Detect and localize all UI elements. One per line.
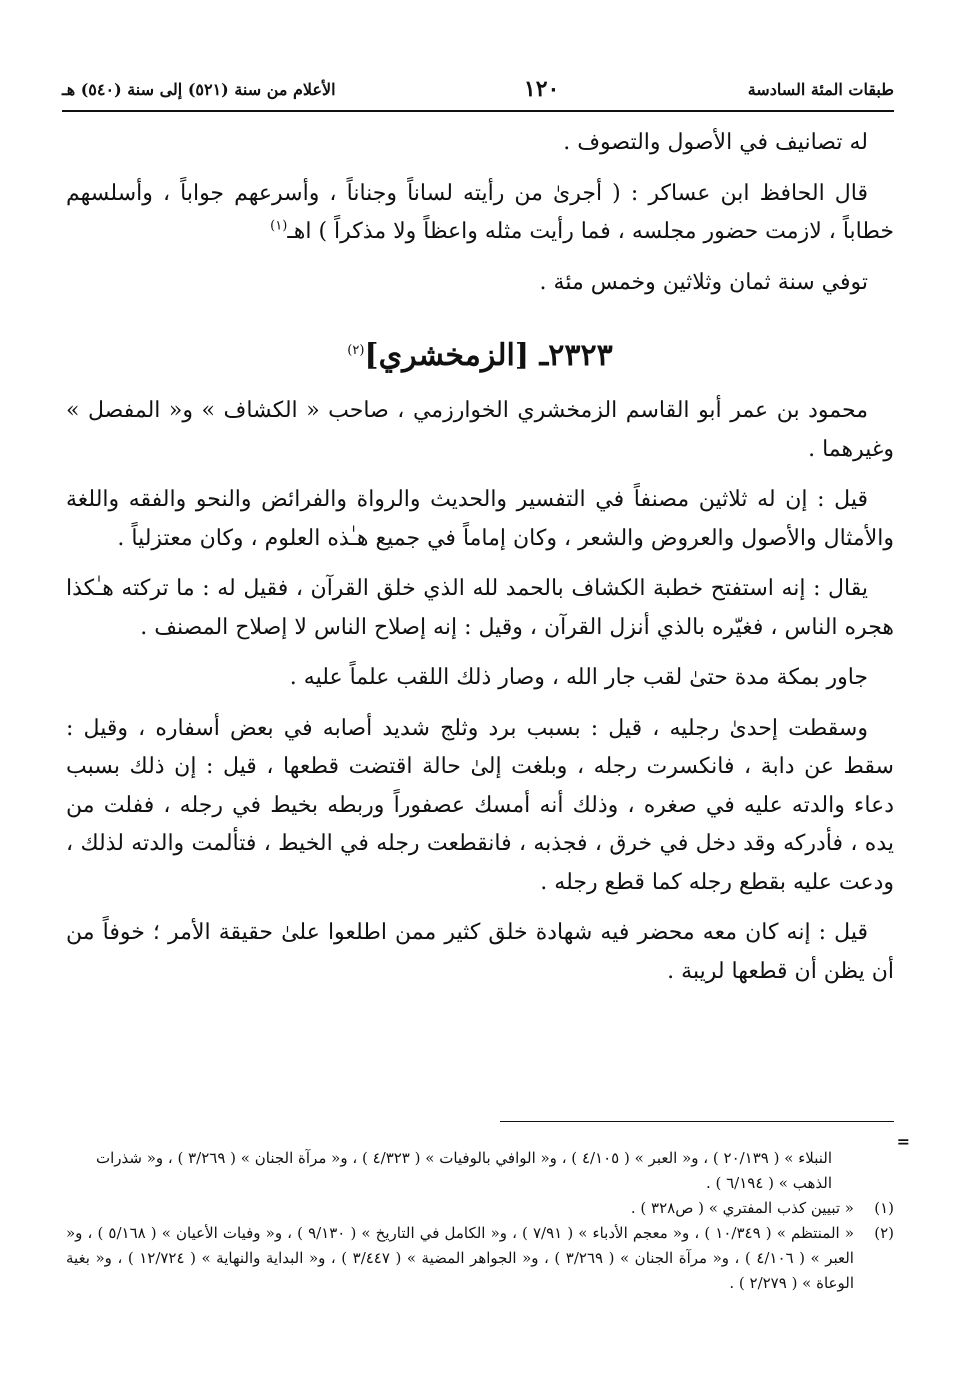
paragraph: جاور بمكة مدة حتىٰ لقب جار الله ، وصار ذلك اللقب علماً عليه . [289, 665, 868, 690]
paragraph: وسقطت إحدىٰ رجليه ، قيل : بسبب برد وثلج شديد أصابه في بعض أسفاره ، وقيل : سقط عن دابة ، فانكسرت رجله ، وبلغت إلىٰ حالة اقتضت قطعها ، قيل : إن ذلك بسبب دعاء والدته عليه في صغره ، وذلك أنه أمسك عصفوراً وربطه بخيط في رجله ، ففلت من يده ، فأدركه وقد دخل في خرق ، فجذبه ، فانقطعت رجله في الخيط ، فتألمت والدته لذلك ، ودعت عليه بقطع رجله كما قطع رجله . [66, 715, 894, 895]
entry-heading [66, 334, 894, 378]
paragraph: توفي سنة ثمان وثلاثين وخمس مئة . [539, 269, 868, 295]
footnote-continuation-mark: = [896, 1132, 910, 1151]
footnote-rule [500, 1121, 894, 1122]
footnotes [66, 1146, 894, 1296]
paragraph: محمود بن عمر أبو القاسم الزمخشري الخوارزمي ، صاحب « الكشاف » و« المفصل » وغيرهما . [66, 398, 894, 462]
paragraph: قيل : إن له ثلاثين مصنفاً في التفسير والحديث والرواة والفرائض والنحو والفقه واللغة والأمثال والأصول والعروض والشعر ، وكان إماماً في جميع هـٰذه العلوم ، وكان معتزلياً . [66, 487, 894, 551]
footnote-number: (٢) [874, 1224, 894, 1242]
footnote-2 [66, 1221, 894, 1296]
quote-text: قال الحافظ ابن عساكر : ( أجرىٰ من رأيته لساناً وجناناً ، وأسرعهم جواباً ، وأسلسهم خطاباً ، لازمت حضور مجلسه ، فما رأيت مثله واعظاً ولا مذكراً ) اهـ [66, 180, 894, 244]
entry-title-text: ٢٣٢٣ـ [الزمخشري] [364, 338, 613, 373]
footnote-1 [66, 1196, 894, 1221]
paragraph: يقال : إنه استفتح خطبة الكشاف بالحمد لله الذي خلق القرآن ، فقيل له : ما تركته هـٰكذا هجره الناس ، فغيّره بالذي أنزل القرآن ، وقيل : إنه إصلاح الناس لا إصلاح المصنف . [66, 576, 894, 640]
footnote-ref-1[interactable]: (١) [270, 218, 288, 234]
header-rule [62, 110, 894, 112]
main-text [66, 124, 894, 1003]
paragraph [66, 175, 894, 252]
page-number: ١٢٠ [523, 76, 560, 102]
period-title: الأعلام من سنة (٥٢١) إلى سنة (٥٤٠) هـ [62, 79, 336, 99]
footnote-text: « المنتظم » ( ١٠/٣٤٩ ) ، و« معجم الأدباء » ( ٧/٩١ ) ، و« الكامل في التاريخ » ( ٩/١٣٠ ) ، و« وفيات الأعيان » ( ٥/١٦٨ ) ، و« العبر » ( ٤/١٠٦ ) ، و« مرآة الجنان » ( ٣/٢٦٩ ) ، و« الجواهر المضية » ( ٣/٤٤٧ ) ، و« البداية والنهاية » ( ١٢/٧٢٤ ) ، و« بغية الوعاة » ( ٢/٢٧٩ ) . [66, 1224, 854, 1292]
footnote-ref-2[interactable]: (٢) [347, 343, 365, 358]
running-header [62, 72, 894, 106]
paragraph: قيل : إنه كان معه محضر فيه شهادة خلق كثير ممن اطلعوا علىٰ حقيقة الأمر ؛ خوفاً من أن يظن أن قطعها لريبة . [66, 920, 894, 984]
section-title: طبقات المئة السادسة [747, 79, 894, 99]
footnote-number: (١) [874, 1199, 894, 1217]
footnote-text: « تبيين كذب المفتري » ( ص٣٢٨ ) . [630, 1199, 854, 1217]
footnote-continuation: النبلاء » ( ٢٠/١٣٩ ) ، و« العبر » ( ٤/١٠٥ ) ، و« الوافي بالوفيات » ( ٤/٣٢٣ ) ، و« مرآة الجنان » ( ٣/٢٦٩ ) ، و« شذرات الذهب » ( ٦/١٩٤ ) . [95, 1149, 832, 1192]
paragraph: له تصانيف في الأصول والتصوف . [563, 130, 868, 155]
